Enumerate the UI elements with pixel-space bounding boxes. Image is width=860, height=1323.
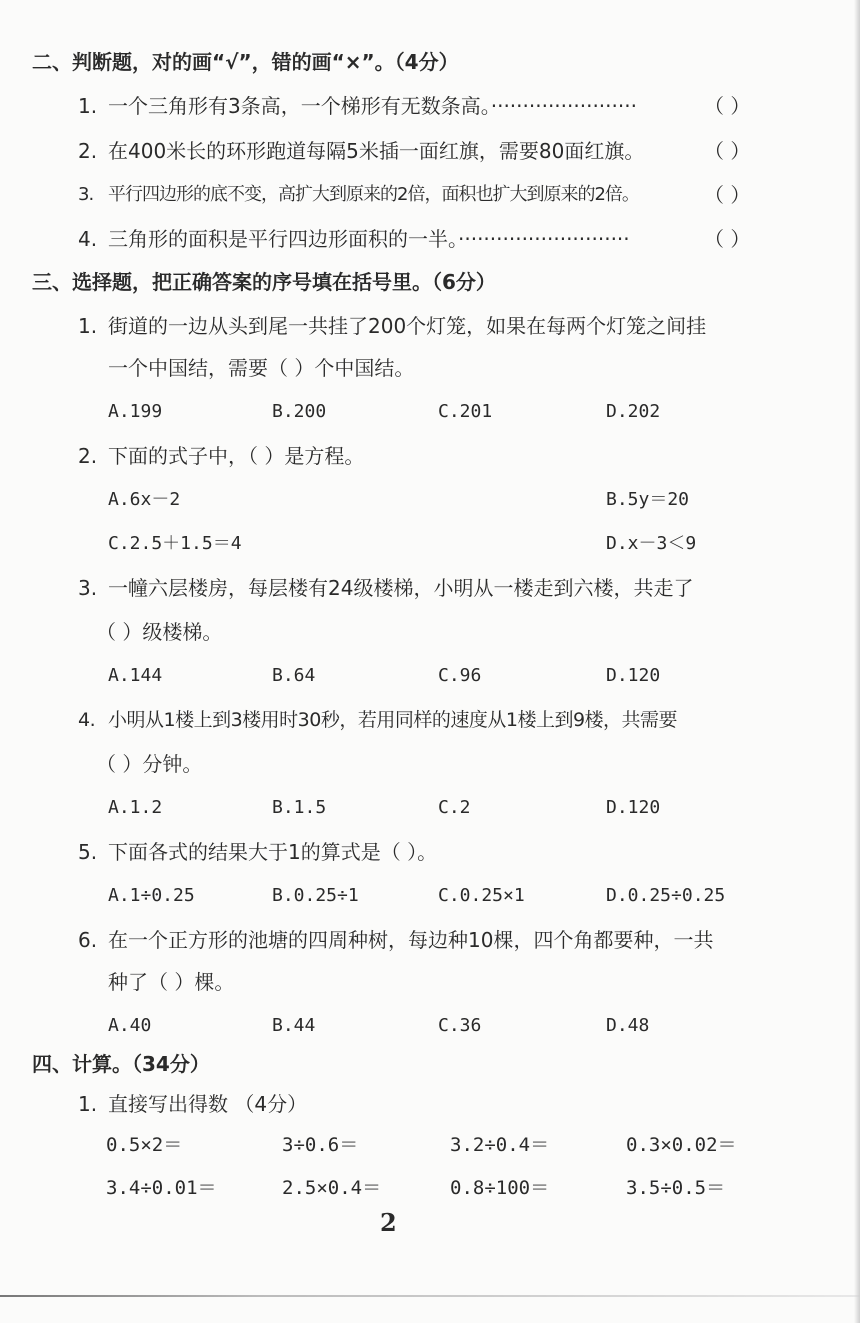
- choice-q1-line1: [78, 312, 706, 340]
- option-b[interactable]: B.1.5: [272, 797, 327, 818]
- item-number: 4.: [78, 709, 96, 731]
- option-c[interactable]: C.2.5＋1.5＝4: [108, 533, 242, 554]
- option-b[interactable]: B.200: [272, 401, 327, 422]
- option-d[interactable]: D.120: [606, 797, 661, 818]
- item-number: 1.: [78, 314, 98, 338]
- calc-problem: 3.5÷0.5＝: [626, 1177, 726, 1199]
- page-number: 2: [380, 1208, 397, 1237]
- option-d[interactable]: D.202: [606, 401, 661, 422]
- calc-problem: 3.2÷0.4＝: [450, 1134, 550, 1156]
- page-right-edge: [854, 0, 860, 1323]
- question-text: 街道的一边从头到尾一共挂了200个灯笼，如果在每两个灯笼之间挂: [108, 314, 707, 338]
- option-d[interactable]: D.0.25÷0.25: [606, 885, 726, 906]
- option-a[interactable]: A.40: [108, 1015, 152, 1036]
- item-number: 2.: [78, 139, 98, 163]
- choice-q3-line1: [78, 574, 693, 602]
- section-calc-title: 四、计算。（34分）: [32, 1052, 210, 1076]
- calc-problem: 2.5×0.4＝: [282, 1177, 382, 1199]
- option-a[interactable]: A.1.2: [108, 797, 163, 818]
- option-a[interactable]: A.144: [108, 665, 163, 686]
- choice-q5-line1: [78, 838, 437, 866]
- judge-item-2: [78, 137, 644, 165]
- option-c[interactable]: C.0.25×1: [438, 885, 525, 906]
- question-text: 下面的式子中，（ ）是方程。: [108, 444, 365, 468]
- item-text: 三角形的面积是平行四边形面积的一半。···························: [108, 227, 630, 251]
- item-number: 3.: [78, 576, 98, 600]
- choice-q6-line2: 种了（ ）棵。: [108, 970, 235, 994]
- option-a[interactable]: A.199: [108, 401, 163, 422]
- calc-problem: 3÷0.6＝: [282, 1134, 359, 1156]
- option-c[interactable]: C.201: [438, 401, 493, 422]
- judge-item-1: [78, 92, 637, 120]
- answer-blank[interactable]: （ ）: [704, 183, 751, 207]
- item-text: 平行四边形的底不变，高扩大到原来的2倍，面积也扩大到原来的2倍。: [108, 184, 639, 205]
- answer-blank[interactable]: （ ）: [704, 227, 751, 251]
- answer-blank[interactable]: （ ）: [704, 139, 751, 163]
- answer-blank[interactable]: （ ）: [704, 94, 751, 118]
- item-number: 3.: [78, 184, 94, 205]
- option-c[interactable]: C.2: [438, 797, 471, 818]
- judge-item-4: [78, 225, 630, 253]
- judge-item-3: [78, 181, 639, 209]
- question-text: 在一个正方形的池塘的四周种树，每边种10棵，四个角都要种，一共: [108, 928, 714, 952]
- option-d[interactable]: D.x－3＜9: [606, 533, 697, 554]
- section-choice-title: 三、选择题，把正确答案的序号填在括号里。（6分）: [32, 270, 496, 294]
- item-text: 一个三角形有3条高，一个梯形有无数条高。·······················: [108, 94, 637, 118]
- option-c[interactable]: C.36: [438, 1015, 482, 1036]
- subsection-text: 直接写出得数 （4分）: [108, 1092, 308, 1116]
- item-number: 1.: [78, 1092, 98, 1116]
- question-text: 一幢六层楼房，每层楼有24级楼梯，小明从一楼走到六楼，共走了: [108, 576, 694, 600]
- question-text: 下面各式的结果大于1的算式是（ ）。: [108, 840, 438, 864]
- item-number: 6.: [78, 928, 98, 952]
- section-judge-title: 二、判断题，对的画“√”，错的画“×”。（4分）: [32, 50, 459, 74]
- calc-problem: 0.3×0.02＝: [626, 1134, 737, 1156]
- option-c[interactable]: C.96: [438, 665, 482, 686]
- option-a[interactable]: A.1÷0.25: [108, 885, 195, 906]
- choice-q6-line1: [78, 926, 713, 954]
- choice-q4-line2: （ ）分钟。: [96, 752, 203, 776]
- choice-q1-line2: 一个中国结，需要（ ）个中国结。: [108, 356, 415, 380]
- option-b[interactable]: B.44: [272, 1015, 316, 1036]
- choice-q3-line2: （ ）级楼梯。: [96, 620, 223, 644]
- item-text: 在400米长的环形跑道每隔5米插一面红旗，需要80面红旗。: [108, 139, 645, 163]
- item-number: 4.: [78, 227, 98, 251]
- page-bottom-edge: [0, 1295, 860, 1297]
- option-d[interactable]: D.48: [606, 1015, 650, 1036]
- calc-problem: 0.5×2＝: [106, 1134, 183, 1156]
- option-b[interactable]: B.0.25÷1: [272, 885, 359, 906]
- item-number: 2.: [78, 444, 98, 468]
- option-d[interactable]: D.120: [606, 665, 661, 686]
- option-a[interactable]: A.6x－2: [108, 489, 181, 510]
- choice-q2-line1: [78, 442, 364, 470]
- calc-sub1: [78, 1090, 307, 1118]
- item-number: 1.: [78, 94, 98, 118]
- question-text: 小明从1楼上到3楼用时30秒，若用同样的速度从1楼上到9楼，共需要: [108, 709, 678, 731]
- item-number: 5.: [78, 840, 98, 864]
- option-b[interactable]: B.64: [272, 665, 316, 686]
- option-b[interactable]: B.5y＝20: [606, 489, 690, 510]
- choice-q4-line1: [78, 706, 677, 734]
- calc-problem: 3.4÷0.01＝: [106, 1177, 217, 1199]
- calc-problem: 0.8÷100＝: [450, 1177, 550, 1199]
